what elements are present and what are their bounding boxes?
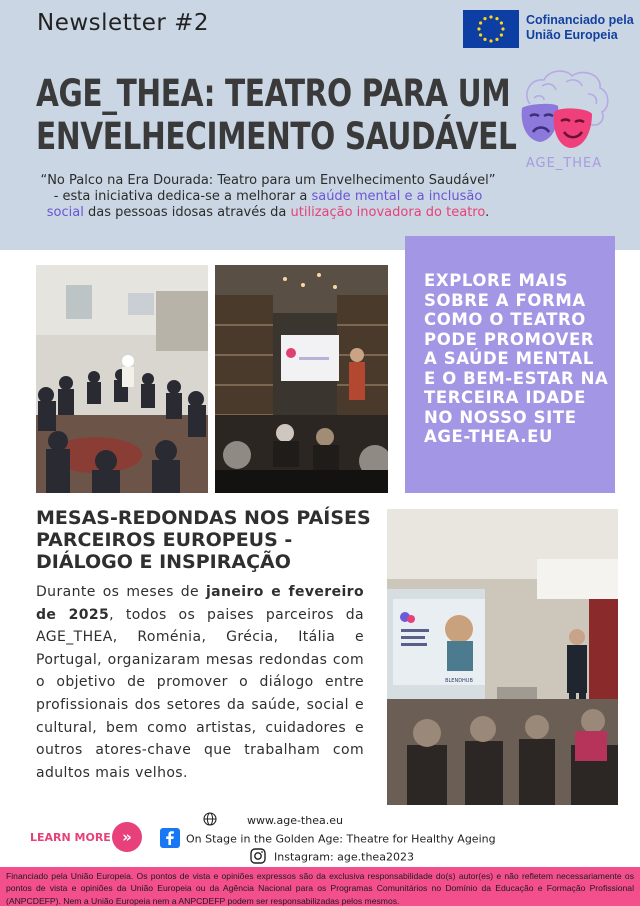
- age-thea-logo: [508, 64, 620, 176]
- roundtable-photo-2: [215, 265, 388, 493]
- learn-more-label[interactable]: LEARN MORE: [30, 831, 111, 844]
- title-line1: AGE_THEA: TEATRO PARA UM: [36, 72, 511, 115]
- eu-funding-line1: Cofinanciado pela: [526, 13, 634, 27]
- instagram-text[interactable]: Instagram: age.thea2023: [274, 850, 414, 864]
- explore-more-text: EXPLORE MAIS SOBRE A FORMA COMO O TEATRO PODE PROMOVER A SAÚDE MENTAL E O BEM-ESTAR NA TERCEIRA IDADE NO NOSSO SITE AGE-THEA.EU: [424, 271, 609, 446]
- disclaimer-bar: [0, 867, 640, 906]
- website-text[interactable]: www.age-thea.eu: [247, 813, 343, 827]
- double-chevron-right-icon[interactable]: »: [112, 822, 142, 852]
- eu-flag-icon: [463, 10, 519, 48]
- roundtable-photo-1: [36, 265, 208, 493]
- header: [0, 0, 640, 250]
- disclaimer-text: Financiado pela União Europeia. Os pontos de vista e opiniões expressos são da exclusiva responsabilidade do(s) autor(es) e não refletem necessariamente os pontos de vista e opiniões da União Europeia ou da Agência Nacional para os Programas Comunitários no Domínio da Educação e Formação Profissional (ANPCDEFP). Nem a União Europeia nem a ANPCDEFP podem ser responsabilizadas pelos mesmos.: [6, 871, 634, 906]
- intro-paragraph: [40, 173, 496, 221]
- instagram-link[interactable]: [250, 848, 414, 867]
- website-link[interactable]: [247, 812, 343, 829]
- article-body-intro: Durante os meses de: [36, 584, 206, 600]
- explore-more-box[interactable]: [405, 236, 615, 493]
- intro-text-3: .: [485, 205, 490, 220]
- article-heading: MESAS-REDONDAS NOS PAÍSES PARCEIROS EUROPEUS - DIÁLOGO E INSPIRAÇÃO: [36, 507, 371, 573]
- intro-text-2: das pessoas idosas através da: [83, 205, 291, 220]
- intro-highlight-mental-health: saúde mental e a inclusão social: [46, 189, 483, 220]
- article-body-rest: , todos os paises parceiros da AGE_THEA, Roménia, Grécia, Itália e Portugal, organizaram mesas redondas com o objetivo de promover o diálogo entre profissionais dos setores da saúde, social e cultural, bem como artistas, cuidadores e outros atores-chave que trabalham com adultos mais velhos.: [36, 606, 365, 781]
- eu-funding-label: [526, 13, 634, 43]
- page-title: [36, 72, 516, 158]
- instagram-icon: [250, 848, 266, 867]
- projection-text: BLENDHUB: [445, 678, 473, 684]
- newsletter-number: Newsletter #2: [37, 10, 210, 36]
- facebook-text[interactable]: On Stage in the Golden Age: Theatre for Healthy Ageing: [186, 832, 496, 846]
- presentation-photo: [387, 509, 618, 805]
- title-line2: ENVELHECIMENTO SAUDÁVEL: [36, 115, 517, 158]
- eu-funding-line2: União Europeia: [526, 28, 618, 42]
- article-body-dates: janeiro e fevereiro de 2025: [36, 584, 364, 623]
- intro-highlight-theatre: utilização inovadora do teatro: [290, 205, 486, 220]
- globe-icon: [203, 812, 217, 829]
- theatre-masks-icon: [522, 104, 592, 148]
- article-body: [36, 581, 364, 784]
- intro-text-1: “No Palco na Era Dourada: Teatro para um Envelhecimento Saudável” - esta iniciativa dedica-se a melhorar a: [40, 173, 496, 204]
- logo-text: AGE_THEA: [525, 156, 603, 171]
- facebook-icon: [160, 828, 180, 851]
